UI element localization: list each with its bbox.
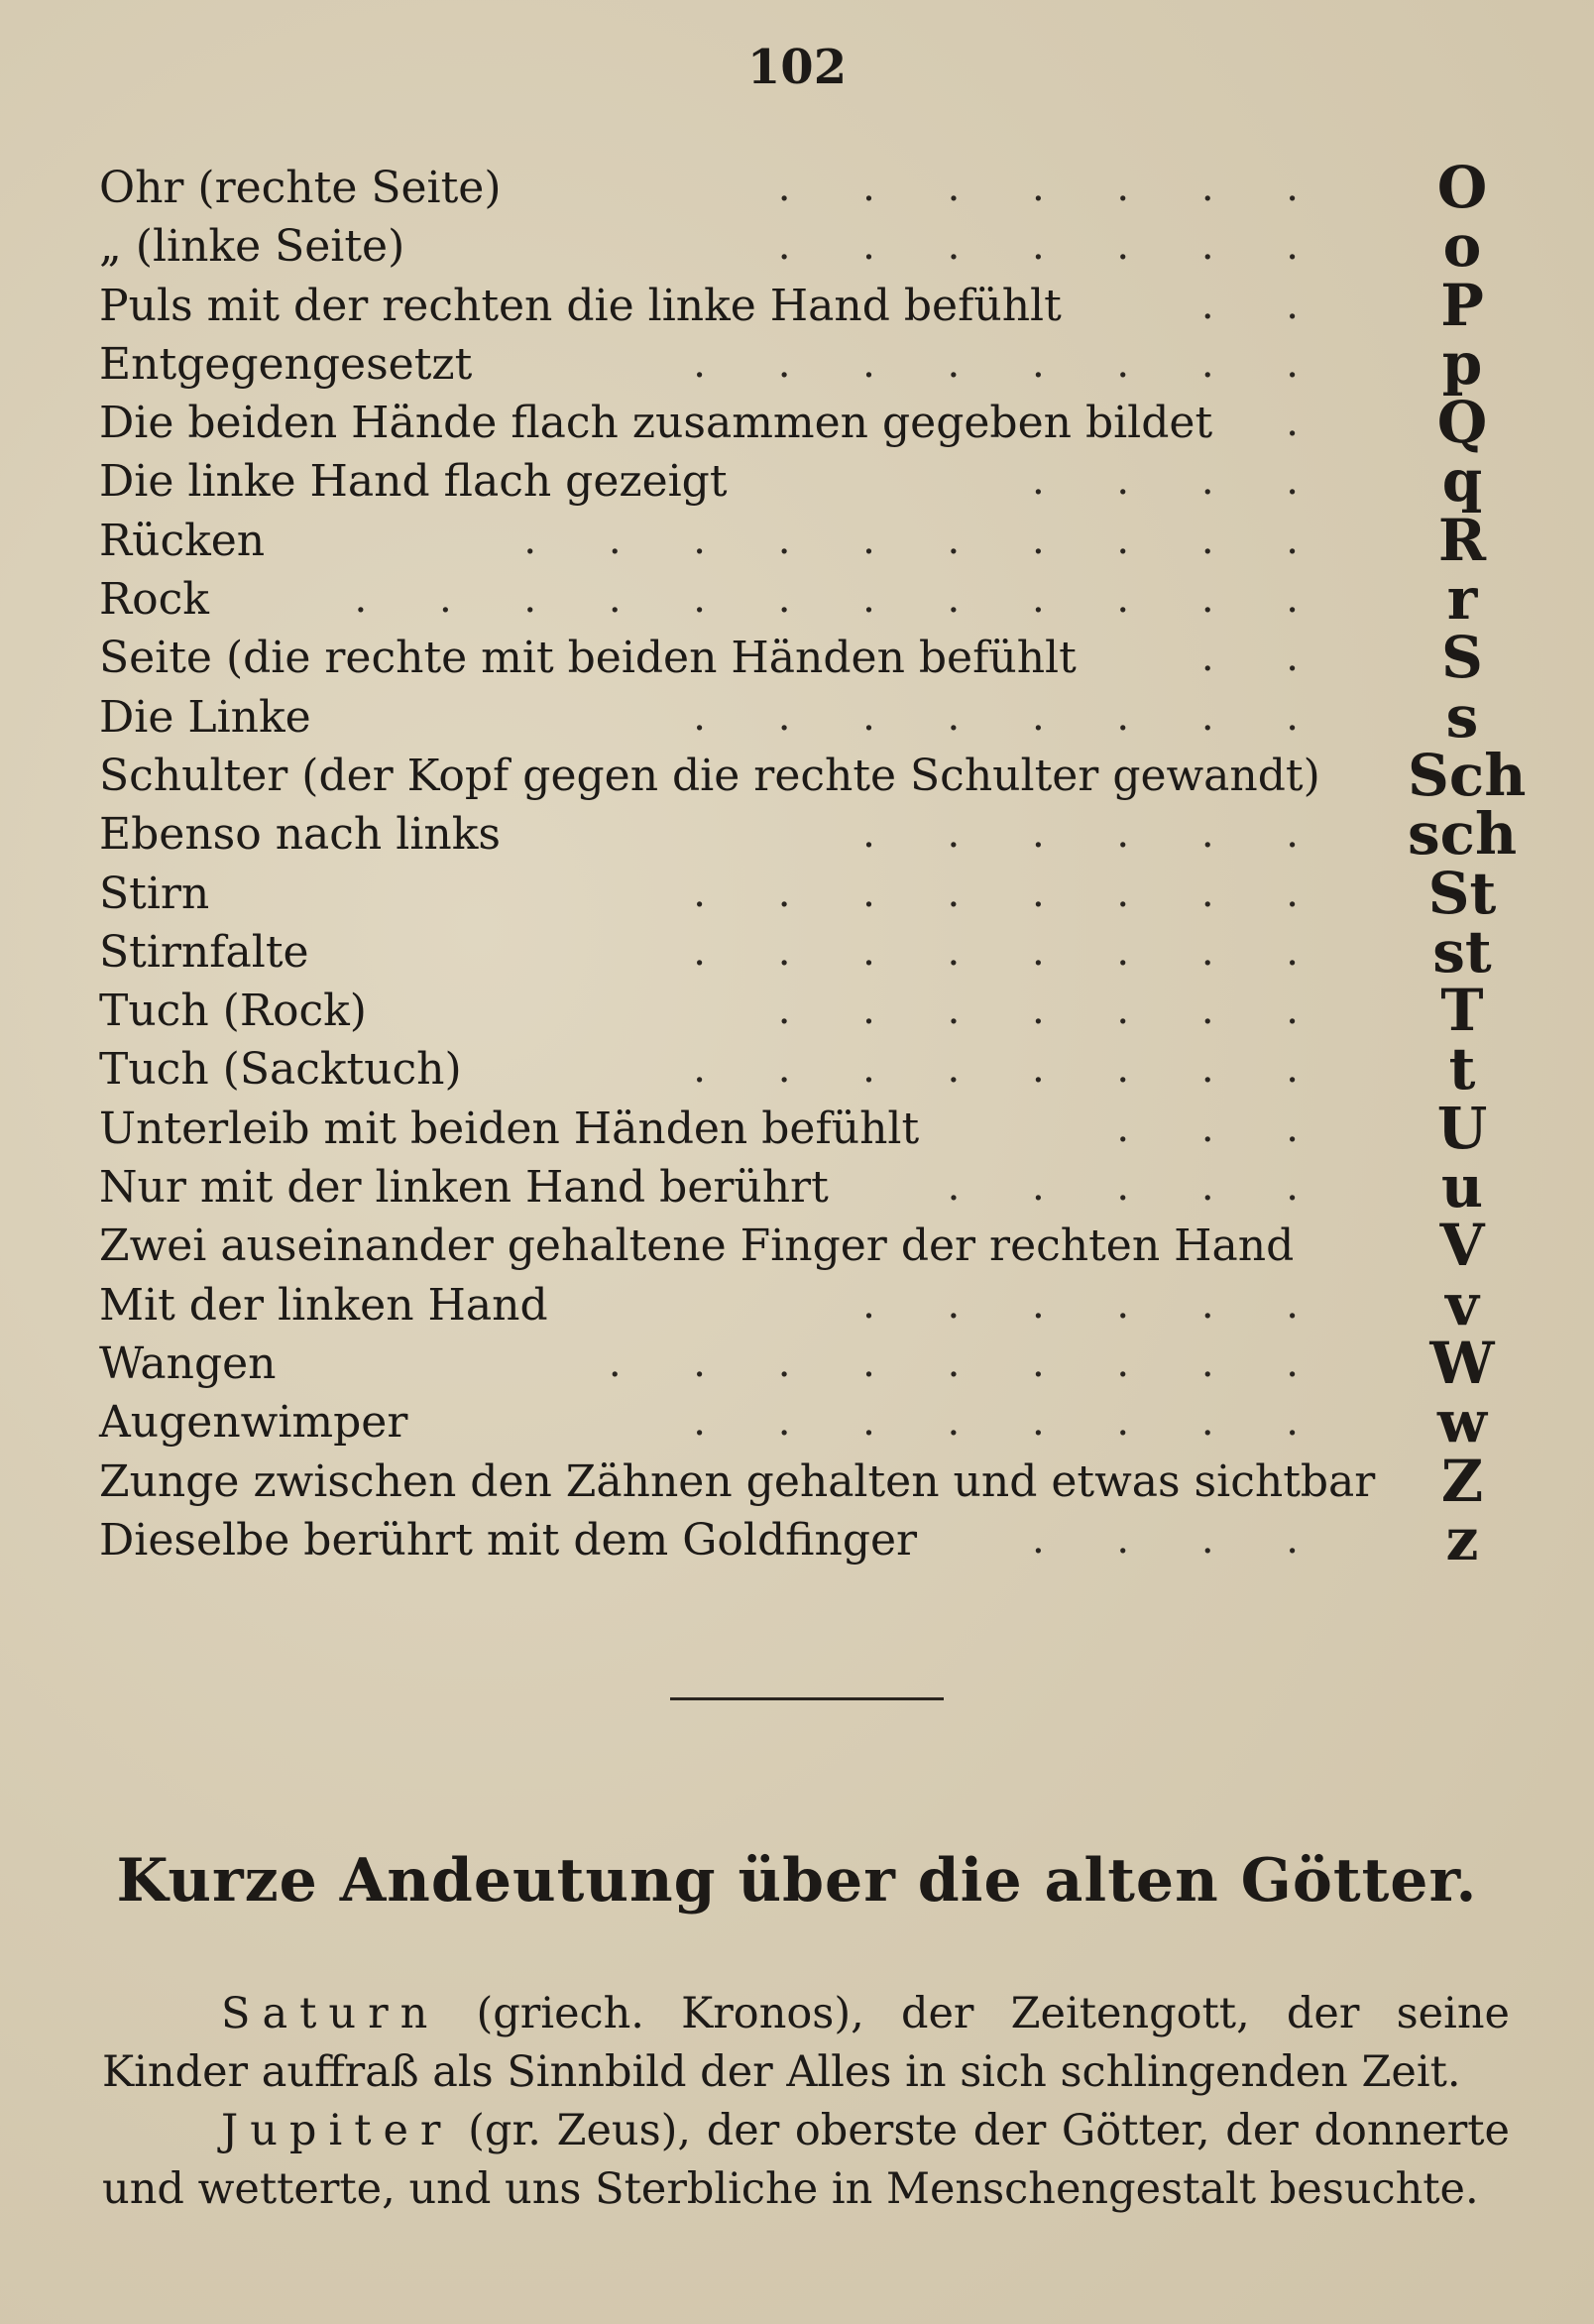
list-item (99, 1270, 1517, 1338)
entry-label: Stirnfalte (99, 926, 309, 978)
list-item (99, 212, 1517, 281)
list-item (99, 154, 1517, 221)
entry-letter: r (1446, 565, 1478, 634)
entry-leader-dots: . . (1200, 635, 1328, 681)
entry-letter: S (1441, 624, 1483, 692)
entry-leader-dots: . . . . . . (862, 811, 1328, 858)
saturn-paragraph (102, 1985, 1510, 2102)
entry-leader-dots: . . . (1116, 1104, 1328, 1151)
entry-label: Die beiden Hände flach zusammen gegeben bildet (99, 398, 1213, 449)
entry-leader-dots: . . . . (1031, 458, 1328, 505)
list-item (99, 1447, 1517, 1515)
entry-letter: t (1448, 1035, 1476, 1104)
entry-letter: o (1442, 212, 1482, 281)
entry-label: Dieselbe berührt mit dem Goldfinger (99, 1514, 918, 1566)
entry-label: Ohr (rechte Seite) (99, 163, 502, 213)
entry-leader-dots: . . . . . . . . (693, 1399, 1328, 1446)
entry-label: Unterleib mit beiden Händen befühlt (99, 1103, 920, 1154)
entry-label: Entgegengesetzt (99, 338, 473, 390)
list-item (99, 1094, 1517, 1162)
entry-label: Zunge zwischen den Zähnen gehalten und etwas sichtbar (99, 1455, 1376, 1507)
entry-leader-dots: . . . . . . . . . (608, 1339, 1328, 1386)
entry-label: Schulter (der Kopf gegen die rechte Schulter gewandt) (99, 750, 1320, 801)
entry-leader-dots: . . . . . . . . (693, 928, 1328, 975)
entry-letter: st (1432, 917, 1492, 986)
entry-letter: St (1427, 859, 1497, 927)
entry-label: Nur mit der linken Hand berührt (99, 1162, 829, 1214)
entry-letter: v (1445, 1270, 1479, 1338)
entry-leader-dots: . . (1200, 282, 1328, 328)
jupiter-paragraph (102, 2102, 1510, 2219)
list-item (99, 447, 1517, 516)
entry-label: Wangen (99, 1337, 277, 1389)
entry-leader-dots: . . . . (1031, 1516, 1328, 1563)
entry-letter: w (1437, 1388, 1487, 1456)
entry-letter: Sch (1408, 741, 1527, 809)
list-item (99, 800, 1518, 869)
entry-letter: V (1439, 1212, 1485, 1280)
entry-letter: s (1445, 682, 1479, 751)
entry-label: Die Linke (99, 691, 311, 743)
list-item (99, 1388, 1517, 1456)
list-item (99, 859, 1517, 927)
entry-label: „ (linke Seite) (99, 221, 405, 273)
entry-leader-dots: . . . . . (947, 1164, 1328, 1211)
list-item (99, 329, 1517, 398)
entry-letter: Q (1436, 389, 1488, 457)
list-item (99, 682, 1517, 751)
entry-label: Rock (99, 574, 209, 626)
gods-description (102, 1985, 1510, 2219)
jupiter-name: Jupiter (221, 2106, 453, 2155)
entry-leader-dots: . . . . . . . . (693, 340, 1328, 387)
entry-letter: q (1441, 447, 1483, 516)
entry-leader-dots: . . . . . . . (777, 988, 1328, 1034)
section-title: Kurze Andeutung über die alten Götter. (116, 1846, 1478, 1916)
entry-label: Mit der linken Hand (99, 1279, 548, 1331)
list-item (99, 1329, 1517, 1397)
list-item (99, 1505, 1517, 1573)
list-item (99, 389, 1517, 457)
entry-letter: W (1429, 1329, 1495, 1397)
jupiter-text: (gr. Zeus), der oberste der Götter, der donnerte und wetterte, und uns Sterbliche in Menschengestalt besuchte. (102, 2106, 1510, 2214)
entry-label: Seite (die rechte mit beiden Händen befühlt (99, 633, 1077, 684)
entry-leader-dots: . . . . . . . . . . . . (354, 576, 1328, 623)
entry-label: Tuch (Sacktuch) (99, 1044, 462, 1096)
entry-leader-dots: . . . . . . . . (693, 693, 1328, 740)
list-item (99, 741, 1527, 809)
entry-leader-dots: . . . . . . . . (693, 1046, 1328, 1093)
list-item (99, 624, 1517, 692)
entry-letter: R (1437, 506, 1487, 574)
saturn-name: Saturn (221, 1989, 440, 2038)
entry-label: Stirn (99, 868, 210, 919)
entry-label: Augenwimper (99, 1397, 408, 1449)
list-item (99, 1212, 1517, 1280)
list-item (99, 917, 1517, 986)
entry-letter: U (1436, 1094, 1488, 1162)
entry-letter: sch (1408, 800, 1518, 869)
section-divider (670, 1697, 944, 1700)
entry-letter: Z (1440, 1447, 1484, 1515)
entry-letter: p (1441, 329, 1483, 398)
list-item (99, 506, 1517, 574)
list-item (99, 565, 1517, 634)
list-item (99, 977, 1517, 1045)
entry-leader-dots: . . . . . . . (777, 165, 1328, 210)
entry-leader-dots: . . . . . . . . (693, 870, 1328, 916)
list-item (99, 1153, 1517, 1221)
entry-leader-dots: . . . . . . (862, 1281, 1328, 1328)
entry-label: Zwei auseinander gehaltene Finger der rechten Hand (99, 1220, 1295, 1272)
entry-label: Puls mit der rechten die linke Hand befühlt (99, 280, 1062, 331)
entry-leader-dots: . (1286, 400, 1328, 446)
entry-label: Die linke Hand flach gezeigt (99, 456, 728, 508)
entry-leader-dots: . . . . . . . (777, 223, 1328, 270)
entry-letter: P (1440, 271, 1484, 339)
entry-label: Rücken (99, 515, 266, 566)
page-number: 102 (746, 40, 848, 95)
list-item (99, 271, 1517, 339)
entry-letter: T (1440, 977, 1484, 1045)
entry-letter: O (1436, 154, 1488, 221)
alphabet-gesture-list (99, 154, 1527, 1573)
entry-letter: u (1440, 1153, 1484, 1221)
entry-label: Tuch (Rock) (99, 986, 367, 1037)
list-item (99, 1035, 1517, 1104)
entry-letter: z (1445, 1505, 1479, 1573)
entry-leader-dots: . . . . . . . . . . (523, 517, 1328, 563)
saturn-text: (griech. Kronos), der Zeitengott, der seine Kinder auffraß als Sinnbild der Alles in sich schlingenden Zeit. (102, 1989, 1510, 2097)
entry-label: Ebenso nach links (99, 809, 501, 861)
